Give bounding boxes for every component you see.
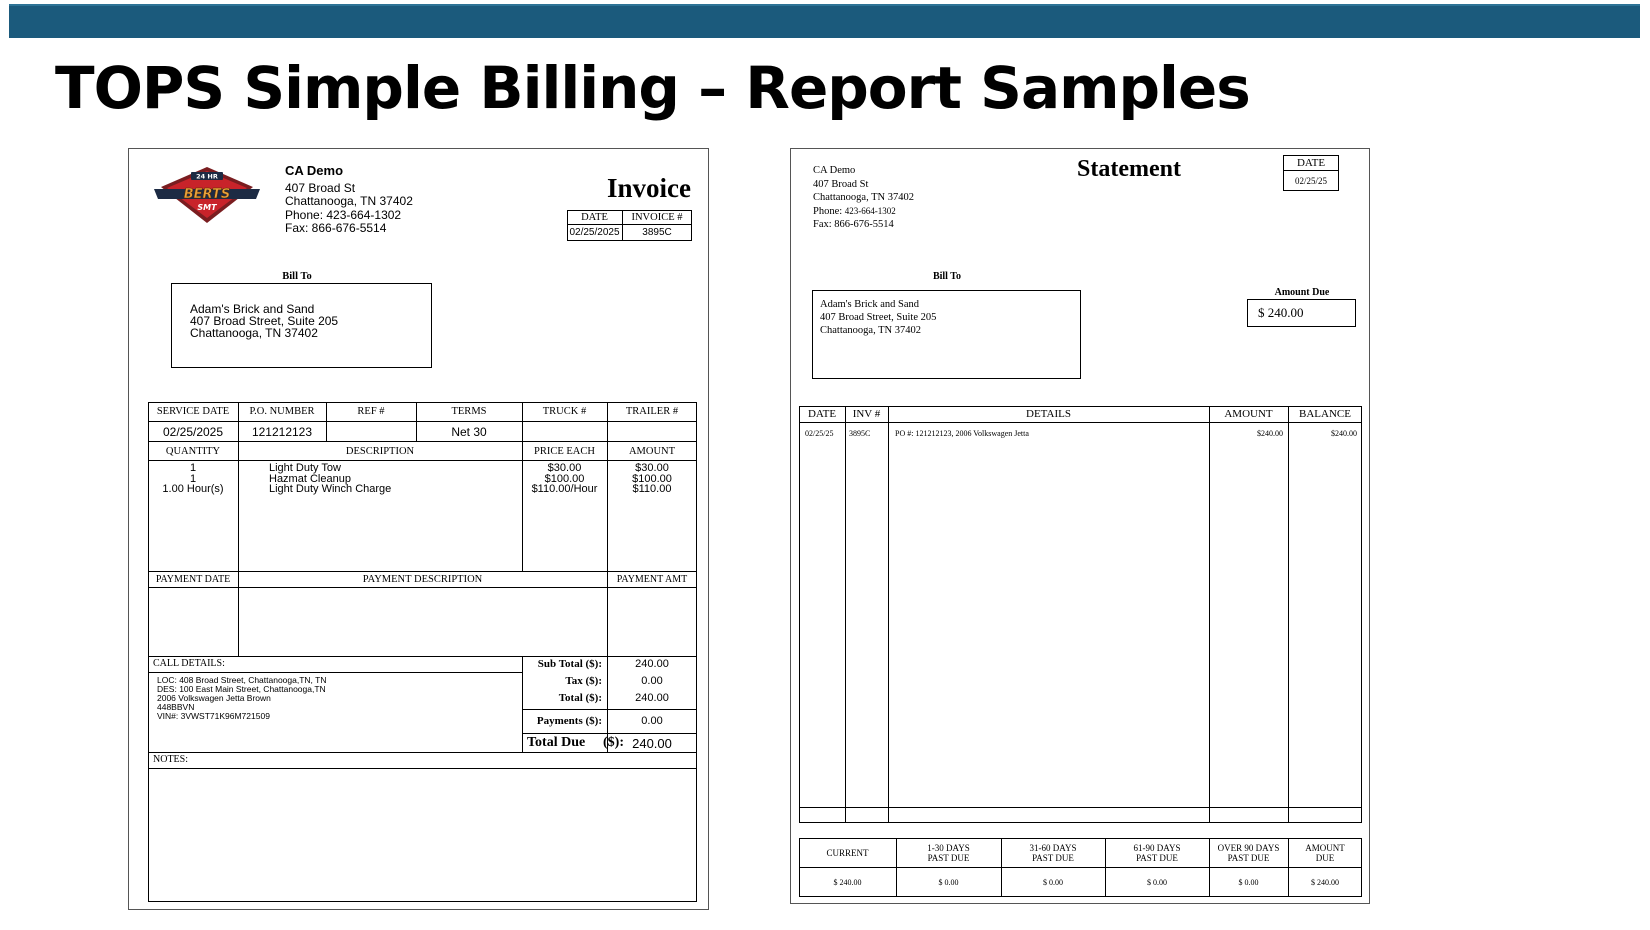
amount-due-value: $ 240.00 (1258, 305, 1304, 320)
statement-company-info (813, 164, 914, 232)
ref-value (326, 422, 416, 441)
item-price: $100.00 (544, 472, 585, 485)
aging-amount-due-header: AMOUNT DUE (1305, 843, 1345, 863)
page-title: TOPS Simple Billing – Report Samples (55, 54, 1250, 122)
logo-main-text: BERTS (183, 187, 231, 202)
statement-bill-to-label: Bill To (932, 270, 962, 282)
aging-1-30-value: $ 0.00 (938, 878, 959, 887)
company-address: 407 Broad St (285, 180, 356, 195)
notes-label: NOTES: (153, 754, 188, 765)
subtotal-label: Sub Total ($): (537, 658, 602, 670)
statement-table (799, 406, 1362, 823)
statement-bill-to-name: Adam's Brick and Sand (820, 299, 920, 310)
truck-header: TRUCK # (542, 406, 587, 417)
aging-31-60-value: $ 0.00 (1043, 878, 1063, 887)
subtotal-value: 240.00 (635, 658, 669, 670)
header-bar (9, 4, 1640, 38)
item-qty: 1 (189, 462, 197, 474)
po-number-header: P.O. NUMBER (249, 406, 315, 417)
row-invoice: 3895C (849, 429, 871, 438)
invoice-document (128, 148, 709, 910)
bill-to-label: Bill To (282, 270, 312, 282)
date-label: DATE (581, 211, 608, 223)
company-name: CA Demo (285, 163, 344, 178)
call-details-label: CALL DETAILS: (153, 658, 225, 669)
bill-to-street: 407 Broad Street, Suite 205 (190, 314, 339, 328)
statement-document (790, 148, 1370, 904)
total-value: 240.00 (635, 692, 669, 704)
price-column (522, 463, 607, 495)
statement-date-label: DATE (1296, 156, 1326, 169)
service-date-value: 02/25/2025 (162, 424, 224, 439)
payments-label: Payments ($): (536, 715, 602, 727)
description-header: DESCRIPTION (345, 445, 415, 457)
payment-date-header: PAYMENT DATE (155, 574, 231, 585)
row-details: PO #: 121212123, 2006 Volkswagen Jetta (895, 429, 1029, 438)
statement-bill-to-city: Chattanooga, TN 37402 (820, 325, 922, 336)
bill-to-name: Adam's Brick and Sand (190, 302, 315, 316)
total-due-label: Total Due (527, 735, 586, 750)
company-logo (153, 165, 261, 225)
trailer-header: TRAILER # (625, 406, 679, 417)
row-balance: $240.00 (1331, 429, 1357, 438)
price-each-header: PRICE EACH (534, 445, 595, 457)
company-fax: Fax: 866-676-5514 (285, 221, 387, 235)
company-city: Chattanooga, TN 37402 (285, 194, 413, 208)
aging-amount-due-value: $ 240.00 (1311, 878, 1339, 887)
statement-date: 02/25/25 (1294, 175, 1327, 186)
company-phone: Phone: 423-664-1302 (285, 207, 402, 222)
aging-over-90-value: $ 0.00 (1238, 878, 1259, 887)
statement-bill-to-address (820, 298, 936, 337)
company-info (285, 164, 413, 236)
total-due-value: 240.00 (632, 736, 672, 751)
item-amount: $100.00 (632, 472, 672, 485)
trailer-value (607, 422, 697, 441)
invoice-date: 02/25/2025 (569, 227, 620, 238)
truck-value (522, 422, 607, 441)
statement-bill-to-street: 407 Broad Street, Suite 205 (820, 312, 937, 323)
item-price: $30.00 (547, 462, 582, 474)
row-date: 02/25/25 (805, 429, 834, 438)
logo-top-text: 24 HR (196, 172, 218, 181)
terms-header: TERMS (451, 406, 487, 417)
statement-company-city: Chattanooga, TN 37402 (813, 192, 915, 203)
call-detail-line: 448BBVN (157, 702, 195, 712)
aging-1-30-header: 1-30 DAYS PAST DUE (927, 843, 970, 863)
payment-amount-header: PAYMENT AMT (616, 574, 688, 585)
call-detail-line: LOC: 408 Broad Street, Chattanooga,TN, TN (157, 675, 327, 685)
invoice-title: Invoice (607, 173, 691, 203)
amount-column (607, 463, 697, 495)
aging-over-90-header: OVER 90 DAYS PAST DUE (1217, 843, 1280, 863)
statement-company-address: 407 Broad St (813, 178, 869, 190)
tax-value: 0.00 (641, 675, 663, 687)
col-amount-header: AMOUNT (1224, 408, 1273, 420)
statement-title: Statement (1077, 156, 1181, 182)
quantity-column (148, 463, 238, 495)
payments-value: 0.00 (641, 715, 663, 727)
aging-61-90-value: $ 0.00 (1147, 878, 1167, 887)
bill-to-address (190, 303, 338, 339)
call-detail-line: DES: 100 East Main Street, Chattanooga,TN (157, 684, 326, 694)
invoice-number-label: INVOICE # (631, 211, 683, 223)
quantity-header: QUANTITY (165, 445, 221, 457)
tax-label: Tax ($): (565, 675, 602, 687)
row-amount: $240.00 (1257, 429, 1283, 438)
amount-header: AMOUNT (628, 445, 676, 457)
col-balance-header: BALANCE (1299, 408, 1351, 420)
aging-31-60-header: 31-60 DAYS PAST DUE (1029, 843, 1077, 863)
statement-company-fax: Fax: 866-676-5514 (813, 219, 894, 230)
invoice-number: 3895C (642, 227, 672, 238)
call-detail-line: VIN#: 3VWST71K96M721509 (157, 711, 270, 721)
item-amount: $30.00 (635, 462, 669, 474)
statement-company-phone: Phone: 423-664-1302 (813, 205, 896, 217)
item-price: $110.00/Hour (531, 483, 598, 495)
payment-description-header: PAYMENT DESCRIPTION (362, 574, 483, 585)
total-label: Total ($): (558, 692, 602, 704)
item-qty: 1.00 Hour(s) (162, 483, 224, 495)
call-details (157, 676, 326, 721)
col-date-header: DATE (807, 408, 837, 420)
col-details-header: DETAILS (1026, 408, 1071, 420)
item-amount: $110.00 (632, 483, 672, 495)
description-column (269, 463, 391, 495)
item-description: Light Duty Winch Charge (269, 483, 392, 495)
call-detail-line: 2006 Volkswagen Jetta Brown (157, 693, 271, 703)
aging-current-value: $ 240.00 (833, 878, 862, 887)
item-qty: 1 (189, 472, 197, 485)
service-date-header: SERVICE DATE (156, 406, 230, 417)
bill-to-city: Chattanooga, TN 37402 (190, 326, 318, 340)
item-description: Light Duty Tow (269, 462, 341, 474)
total-due-unit: ($): (603, 735, 624, 750)
logo-sub-text: SMT (197, 203, 217, 212)
aging-61-90-header: 61-90 DAYS PAST DUE (1133, 843, 1181, 863)
po-number-value: 121212123 (251, 424, 313, 439)
amount-due-label: Amount Due (1274, 286, 1330, 298)
col-inv-header: INV # (852, 408, 881, 420)
item-description: Hazmat Cleanup (269, 472, 351, 485)
ref-header: REF # (357, 406, 385, 417)
aging-current-header: CURRENT (826, 848, 869, 858)
terms-value: Net 30 (451, 424, 487, 439)
statement-company-name: CA Demo (813, 165, 856, 176)
